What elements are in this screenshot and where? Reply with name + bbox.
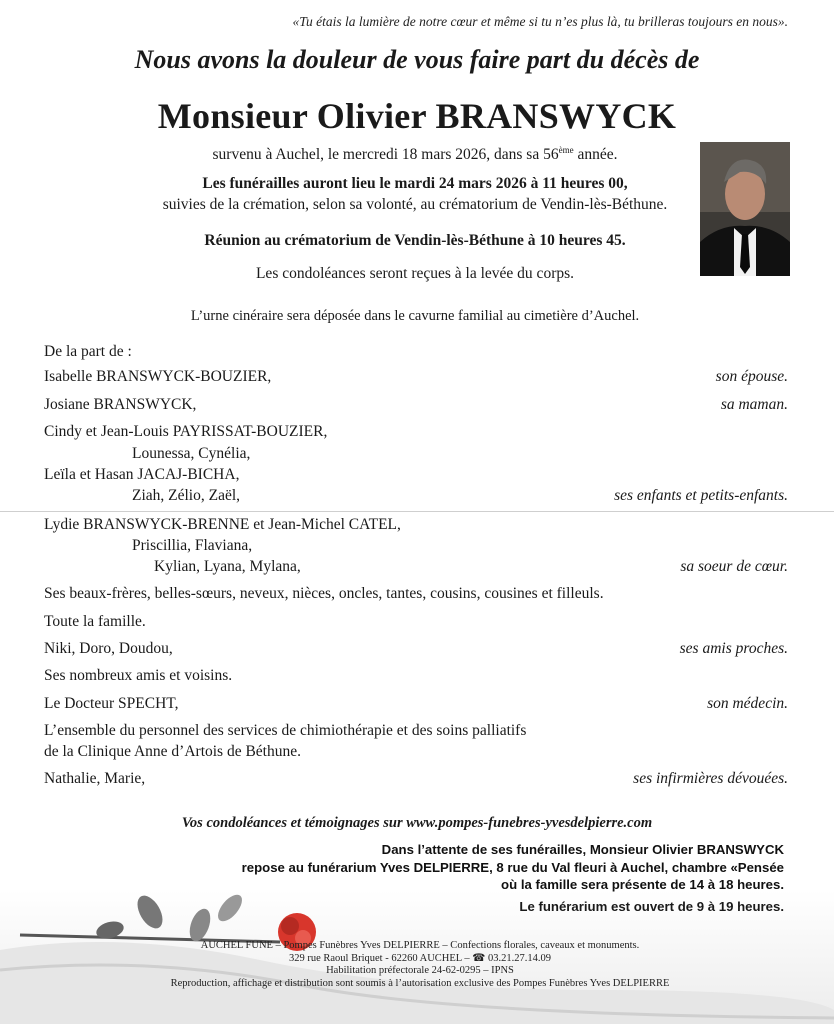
family-row-1: Isabelle BRANSWYCK-BOUZIER, son épouse. bbox=[44, 368, 788, 385]
opening-hours: Le funérarium est ouvert de 9 à 19 heures. bbox=[519, 899, 784, 914]
cremation-info: suivies de la crémation, selon sa volonté, au crématorium de Vendin-lès-Béthune. bbox=[162, 196, 668, 213]
separator-line bbox=[0, 511, 834, 512]
death-info: survenu à Auchel, le mercredi 18 mars 2026, dans sa 56ème année. bbox=[212, 145, 618, 163]
footer-credits: AUCHEL FUNE – Pompes Funèbres Yves DELPIERRE – Confections florales, caveaux et monuments. 329 rue Raoul Briquet - 62260 AUCHEL – ☎ 03.21.27.14.09 Habilitation préfectorale 24-62-0295 – IPNS Reproduction, affichage et distribution sont soumis à l’autorisation exclusive des Pompes Funèbres Yves DELPIERRE bbox=[170, 940, 670, 989]
announcement-heading: Nous avons la douleur de vous faire part du décès de bbox=[134, 45, 700, 74]
family-row-5: Leïla et Hasan JACAJ-BICHA, bbox=[44, 466, 240, 483]
condolences-info: Les condoléances seront reçues à la levée du corps. bbox=[255, 265, 575, 282]
family-row-2: Josiane BRANSWYCK, sa maman. bbox=[44, 396, 788, 413]
family-row-11: Toute la famille. bbox=[44, 613, 146, 630]
family-row-6: Ziah, Zélio, Zaël, ses enfants et petits-enfants. bbox=[132, 487, 788, 504]
funerarium-info: Dans l’attente de ses funérailles, Monsieur Olivier BRANSWYCK repose au funérarium Yves DELPIERRE, 8 rue du Val fleuri à Auchel, chambre «Pensée où la famille sera présente de 14 à 18 heures. bbox=[241, 842, 784, 892]
funeral-date: Les funérailles auront lieu le mardi 24 mars 2026 à 11 heures 00, bbox=[202, 175, 628, 192]
deceased-name: Monsieur Olivier BRANSWYCK bbox=[157, 96, 677, 136]
family-row-3: Cindy et Jean-Louis PAYRISSAT-BOUZIER, bbox=[44, 423, 328, 440]
meeting-info: Réunion au crématorium de Vendin-lès-Béthune à 10 heures 45. bbox=[204, 232, 626, 249]
epitaph-quote: «Tu étais la lumière de notre cœur et même si tu n’es plus là, tu brilleras toujours en nous». bbox=[292, 14, 788, 29]
family-row-17: Nathalie, Marie, ses infirmières dévouées. bbox=[44, 770, 788, 787]
family-row-4: Lounessa, Cynélia, bbox=[132, 445, 251, 462]
portrait-photo bbox=[700, 142, 790, 276]
family-row-10: Ses beaux-frères, belles-sœurs, neveux, nièces, oncles, tantes, cousins, cousines et filleuls. bbox=[44, 585, 604, 602]
family-row-13: Ses nombreux amis et voisins. bbox=[44, 667, 233, 684]
family-row-7: Lydie BRANSWYCK-BRENNE et Jean-Michel CATEL, bbox=[44, 516, 401, 533]
family-row-8: Priscillia, Flaviana, bbox=[132, 537, 253, 554]
family-row-15: L’ensemble du personnel des services de chimiothérapie et des soins palliatifs bbox=[44, 722, 527, 739]
web-condolences: Vos condoléances et témoignages sur www.pompes-funebres-yvesdelpierre.com bbox=[181, 815, 653, 831]
from-label: De la part de : bbox=[44, 343, 132, 360]
family-row-12: Niki, Doro, Doudou, ses amis proches. bbox=[44, 640, 788, 657]
family-row-9: Kylian, Lyana, Mylana, sa soeur de cœur. bbox=[154, 558, 788, 575]
urn-info: L’urne cinéraire sera déposée dans le cavurne familial au cimetière d’Auchel. bbox=[190, 308, 640, 324]
family-row-16: de la Clinique Anne d’Artois de Béthune. bbox=[44, 743, 301, 760]
family-row-14: Le Docteur SPECHT, son médecin. bbox=[44, 695, 788, 712]
